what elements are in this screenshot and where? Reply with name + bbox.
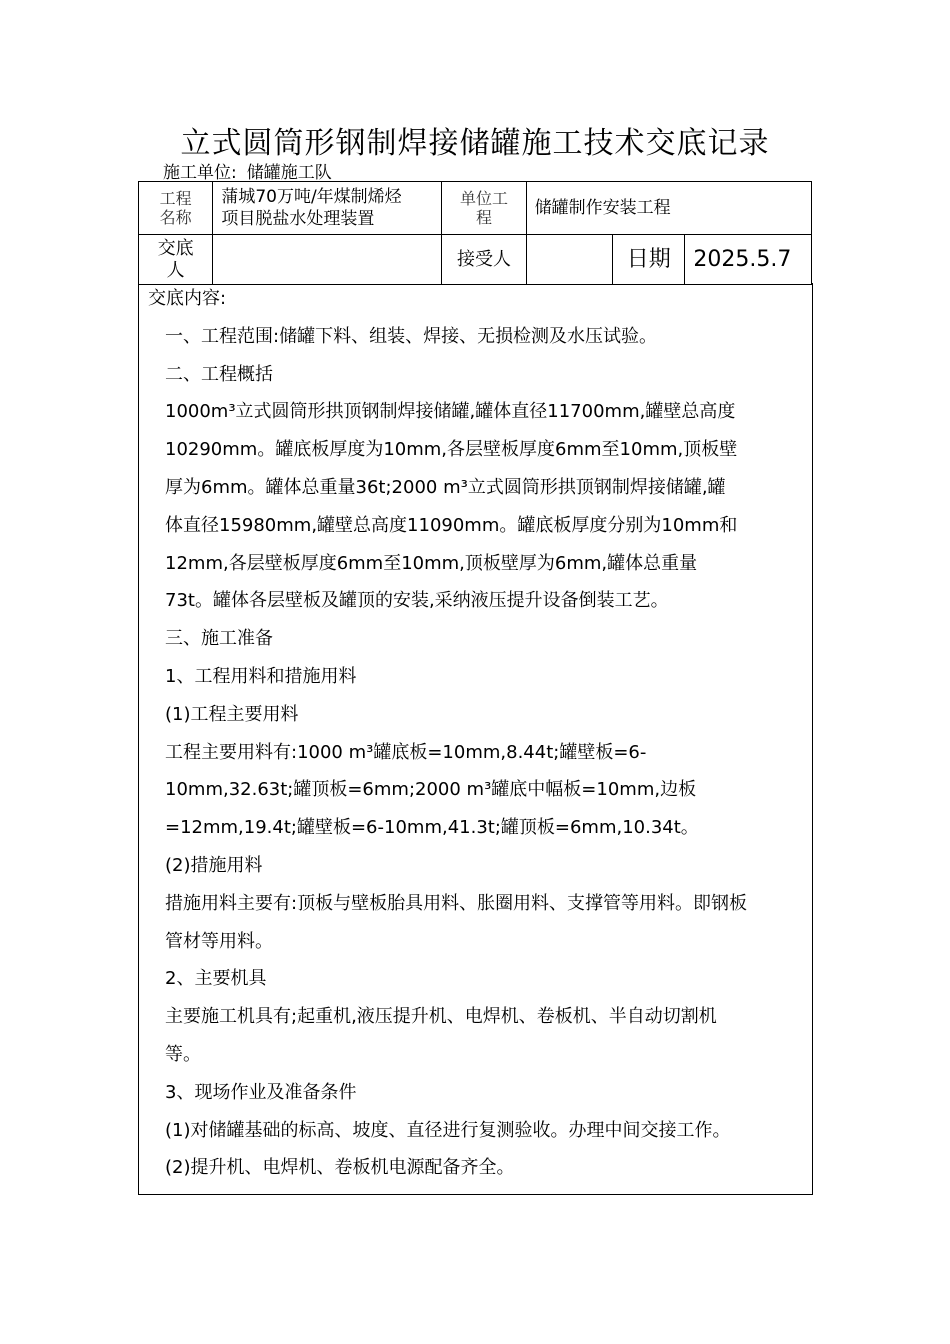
content-line: 措施用料主要有:顶板与壁板胎具用料、胀圈用料、支撑管等用料。即钢板 xyxy=(165,892,748,914)
receiver-label: 接受人 xyxy=(442,235,526,285)
document-title: 立式圆筒形钢制焊接储罐施工技术交底记录 xyxy=(180,126,770,161)
project-name-label-cell xyxy=(139,182,213,235)
content-line: 等。 xyxy=(165,1043,201,1065)
content-heading: 交底内容: xyxy=(148,288,227,309)
content-line: (1)工程主要用料 xyxy=(165,703,299,725)
content-line: 主要施工机具有;起重机,液压提升机、电焊机、卷板机、半自动切割机 xyxy=(165,1006,717,1028)
content-line: 2、主要机具 xyxy=(165,968,267,990)
discloser-label-line1: 交底 xyxy=(157,237,194,259)
content-line: 3、现场作业及准备条件 xyxy=(165,1081,357,1103)
content-line: 73t。罐体各层壁板及罐顶的安装,采纳液压提升设备倒装工艺。 xyxy=(165,590,669,612)
content-line: 10290mm。罐底板厚度为10mm,各层壁板厚度6mm至10mm,顶板壁 xyxy=(165,439,738,461)
header-table xyxy=(138,181,812,285)
project-name-value-cell xyxy=(213,182,442,235)
project-name-value-line1: 蒲城70万吨/年煤制烯烃 xyxy=(221,187,402,207)
discloser-label-line2: 人 xyxy=(166,259,185,281)
content-line: (2)提升机、电焊机、卷板机电源配备齐全。 xyxy=(165,1157,515,1179)
content-line: 10mm,32.63t;罐顶板=6mm;2000 m³罐底中幅板=10mm,边板 xyxy=(165,779,697,801)
construction-unit-line xyxy=(163,158,332,183)
disclosure-content xyxy=(148,280,805,1187)
content-line: (1)对储罐基础的标高、坡度、直径进行复测验收。办理中间交接工作。 xyxy=(165,1119,731,1141)
content-line: 体直径15980mm,罐壁总高度11090mm。罐底板厚度分别为10mm和 xyxy=(165,514,738,536)
unit-project-label-line2: 程 xyxy=(476,208,493,227)
project-name-label-line2: 名称 xyxy=(159,208,192,227)
construction-unit-value: 储罐施工队 xyxy=(246,163,332,183)
unit-project-label-line1: 单位工 xyxy=(460,189,509,208)
unit-project-label-cell xyxy=(442,182,526,235)
project-name-value-line2: 项目脱盐水处理装置 xyxy=(221,209,375,229)
project-name-label-line1: 工程 xyxy=(159,189,192,208)
construction-unit-label: 施工单位: xyxy=(163,163,237,183)
unit-project-value: 储罐制作安装工程 xyxy=(526,182,811,235)
content-line: 一、工程范围:储罐下料、组装、焊接、无损检测及水压试验。 xyxy=(165,325,658,347)
content-line: 12mm,各层壁板厚度6mm至10mm,顶板壁厚为6mm,罐体总重量 xyxy=(165,552,698,574)
content-line: 厚为6mm。罐体总重量36t;2000 m³立式圆筒形拱顶钢制焊接储罐,罐 xyxy=(165,476,726,498)
content-line: 1000m³立式圆筒形拱顶钢制焊接储罐,罐体直径11700mm,罐壁总高度 xyxy=(165,401,736,423)
date-label: 日期 xyxy=(613,235,685,285)
discloser-label-cell xyxy=(139,235,213,285)
content-line: 三、施工准备 xyxy=(165,628,273,650)
content-line: =12mm,19.4t;罐壁板=6-10mm,41.3t;罐顶板=6mm,10.34t。 xyxy=(165,817,699,839)
content-line: 1、工程用料和措施用料 xyxy=(165,665,357,687)
content-line: 二、工程概括 xyxy=(165,363,273,385)
date-value: 2025.5.7 xyxy=(685,235,812,285)
discloser-value xyxy=(213,235,442,285)
receiver-value xyxy=(526,235,612,285)
content-line: (2)措施用料 xyxy=(165,854,263,876)
content-line: 管材等用料。 xyxy=(165,930,273,952)
content-line: 工程主要用料有:1000 m³罐底板=10mm,8.44t;罐壁板=6- xyxy=(165,741,647,763)
